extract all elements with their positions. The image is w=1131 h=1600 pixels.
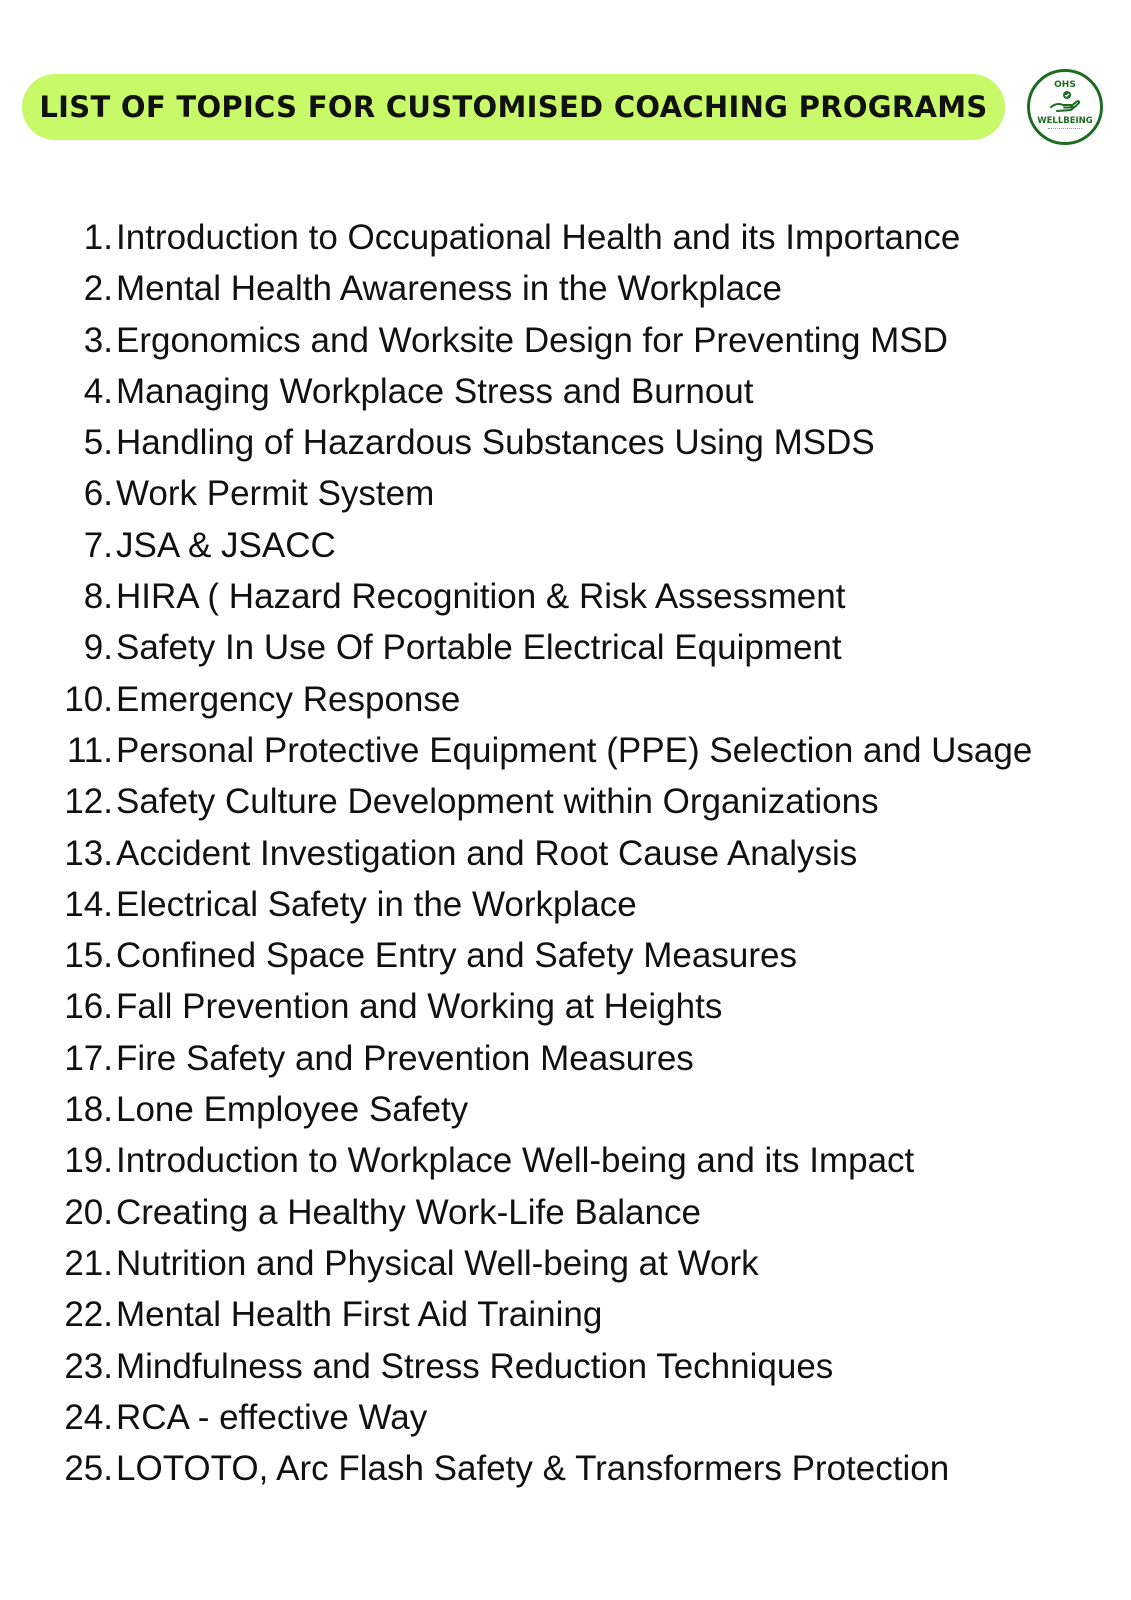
list-item-number: 9.: [83, 628, 113, 668]
list-item-number: 23.: [64, 1346, 113, 1386]
list-item-number: 13.: [64, 833, 113, 873]
logo-tagline-line: [1048, 128, 1082, 131]
logo-bottom-text: WELLBEING: [1037, 116, 1093, 126]
list-item-text: Mindfulness and Stress Reduction Techniques: [116, 1346, 834, 1386]
list-item-text: Introduction to Workplace Well-being and its Impact: [116, 1141, 915, 1181]
list-item-text: Managing Workplace Stress and Burnout: [116, 371, 754, 411]
list-item-number: 10.: [64, 679, 113, 719]
list-item-text: Fall Prevention and Working at Heights: [116, 987, 723, 1027]
list-item-number: 14.: [64, 884, 113, 924]
list-item-number: 15.: [64, 936, 113, 976]
list-item-text: Emergency Response: [116, 679, 461, 719]
list-item-number: 17.: [64, 1038, 113, 1078]
list-item-text: Fire Safety and Prevention Measures: [116, 1038, 694, 1078]
list-item-number: 12.: [64, 782, 113, 822]
list-item-text: Safety Culture Development within Organizations: [116, 782, 879, 822]
list-item-text: LOTOTO, Arc Flash Safety & Transformers Protection: [116, 1449, 950, 1489]
list-item-text: Handling of Hazardous Substances Using MSDS: [116, 423, 875, 463]
list-item-number: 19.: [64, 1141, 113, 1181]
page-title-banner: [22, 74, 1005, 140]
list-item-number: 2.: [83, 269, 113, 309]
list-item-text: Safety In Use Of Portable Electrical Equipment: [116, 628, 842, 668]
list-item-text: Lone Employee Safety: [116, 1090, 469, 1130]
list-item-text: Electrical Safety in the Workplace: [116, 884, 637, 924]
list-item-text: RCA - effective Way: [116, 1397, 428, 1437]
list-item-text: Accident Investigation and Root Cause Analysis: [116, 833, 858, 873]
list-item-text: Nutrition and Physical Well-being at Work: [116, 1243, 759, 1283]
list-item-text: Confined Space Entry and Safety Measures: [116, 936, 797, 976]
list-item-text: Mental Health Awareness in the Workplace: [116, 269, 783, 309]
list-item-number: 21.: [64, 1243, 113, 1283]
list-item-text: Creating a Healthy Work-Life Balance: [116, 1192, 701, 1232]
page-title: LIST OF TOPICS FOR CUSTOMISED COACHING PROGRAMS: [39, 90, 988, 124]
list-item-number: 22.: [64, 1295, 113, 1335]
list-item-text: JSA & JSACC: [116, 525, 336, 565]
list-item-number: 5.: [83, 423, 113, 463]
list-item-number: 25.: [64, 1449, 113, 1489]
list-item-number: 16.: [64, 987, 113, 1027]
list-item-text: Personal Protective Equipment (PPE) Selection and Usage: [116, 730, 1033, 770]
list-item-number: 11.: [66, 730, 113, 770]
list-item-number: 18.: [64, 1090, 113, 1130]
list-item-number: 3.: [83, 320, 113, 360]
list-item-number: 7.: [83, 525, 113, 565]
ohs-wellbeing-logo: [1027, 69, 1103, 145]
list-item-text: Introduction to Occupational Health and its Importance: [116, 218, 961, 257]
list-item-text: Ergonomics and Worksite Design for Preventing MSD: [116, 320, 948, 360]
list-item-text: Work Permit System: [116, 474, 435, 514]
list-item-number: 4.: [83, 371, 113, 411]
list-item-number: 24.: [64, 1397, 113, 1437]
hand-holding-heart-icon: [1049, 90, 1081, 114]
list-item-text: HIRA ( Hazard Recognition & Risk Assessment: [116, 577, 846, 617]
logo-top-text: OHS: [1054, 80, 1076, 90]
list-item-number: 6.: [83, 474, 113, 514]
list-item-text: Mental Health First Aid Training: [116, 1295, 603, 1335]
list-item-number: 8.: [83, 577, 113, 617]
list-item-number: 1.: [83, 218, 113, 257]
list-item-number: 20.: [64, 1192, 113, 1232]
